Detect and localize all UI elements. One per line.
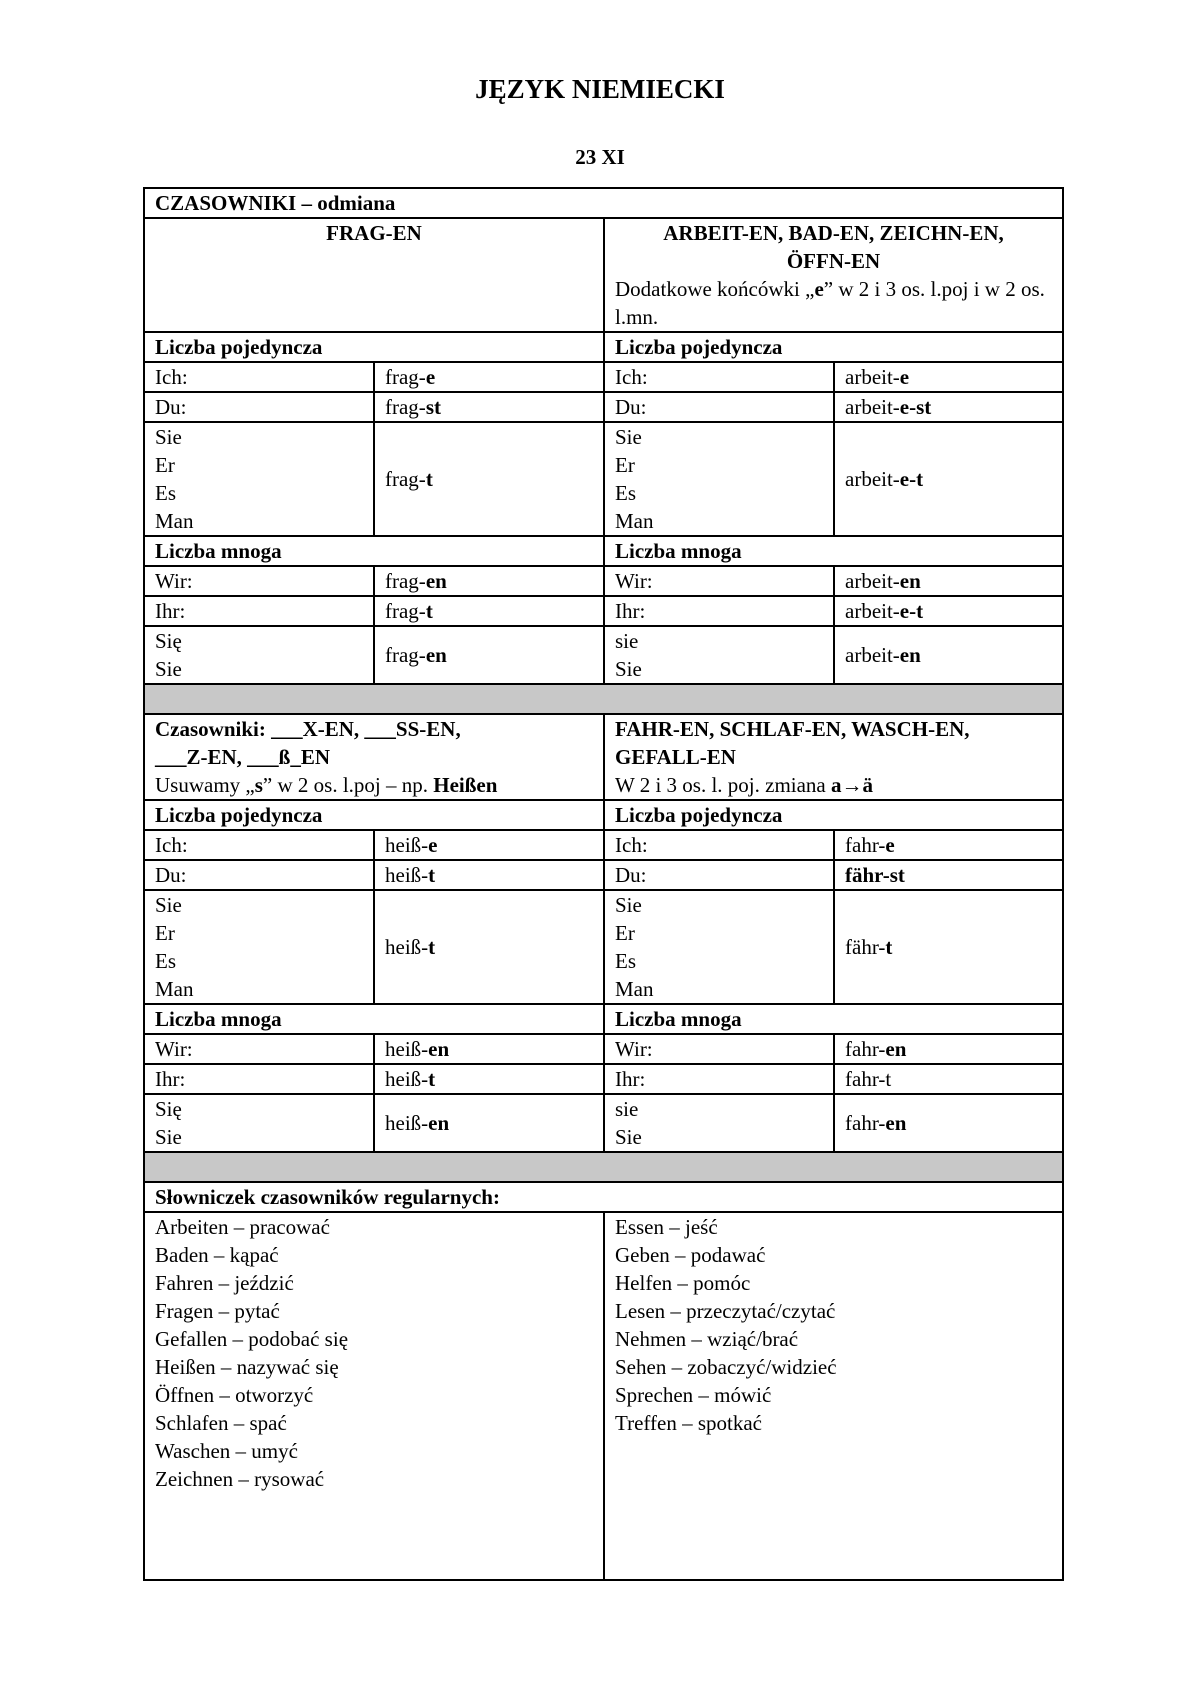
pronoun: Man [155,509,194,533]
pronoun: Es [155,481,176,505]
ending: en [425,643,447,667]
stem: fahr- [845,833,886,857]
note-bold: Heißen [433,773,498,797]
form-cell [374,890,604,1004]
stem: heiß- [385,1037,429,1061]
pronoun-cell: Ich: [144,830,374,860]
form-cell [834,362,1063,392]
stem: frag- [385,395,426,419]
vocab-item: Öffnen – otworzyć [155,1383,314,1407]
plural-label: Liczba mnoga [604,536,1063,566]
pronoun-cell [144,890,374,1004]
ending: e [885,833,895,857]
note-text: W 2 i 3 os. l. poj. zmiana [615,773,831,797]
pronoun: Es [155,949,176,973]
table-row [144,1034,1063,1064]
stem: arbeit- [845,467,900,491]
pronoun-cell: Ihr: [144,1064,374,1094]
separator-row [144,684,1063,714]
pronoun: Man [155,977,194,1001]
plural-label: Liczba mnoga [144,536,604,566]
plural-label: Liczba mnoga [144,1004,604,1034]
vocab-item: Helfen – pomóc [615,1271,751,1295]
pronoun-cell: Du: [144,392,374,422]
singular-label: Liczba pojedyncza [144,800,604,830]
pronoun-cell: Ihr: [604,596,834,626]
vocab-list-left [144,1212,604,1580]
note-bold: a→ä [831,773,873,797]
ending: t [428,935,436,959]
pronoun-cell: Wir: [144,566,374,596]
vocab-item: Gefallen – podobać się [155,1327,349,1351]
pronoun-cell: Du: [144,860,374,890]
stem: heiß- [385,935,429,959]
arbeit-en-title-line1: ARBEIT-EN, BAD-EN, ZEICHN-EN, [663,221,1004,245]
pronoun-cell [604,1094,834,1152]
pronoun-cell [604,422,834,536]
note-text: ” w 2 i 3 os. l.poj i w 2 os. l.mn. [615,277,1045,329]
pronoun-cell: Ihr: [604,1064,834,1094]
pronoun: Er [615,921,635,945]
vocab-item: Arbeiten – pracować [155,1215,330,1239]
pronoun: Sie [155,893,182,917]
table-row [144,566,1063,596]
pronoun: Er [155,453,175,477]
singular-label-row [144,332,1063,362]
form-cell [374,830,604,860]
singular-label: Liczba pojedyncza [604,332,1063,362]
pronoun: Sie [155,657,182,681]
ending: en [428,1037,450,1061]
pronoun: Się [155,629,182,653]
table-row [144,830,1063,860]
vocab-item: Baden – kąpać [155,1243,279,1267]
pronoun: Sie [155,425,182,449]
heissen-note [155,773,497,797]
note-bold: s [254,773,263,797]
ending: t [425,599,433,623]
fahren-title-line1: FAHR-EN, SCHLAF-EN, WASCH-EN, [615,717,970,741]
pronoun-cell [144,626,374,684]
form-cell [834,566,1063,596]
ending: t [428,1067,436,1091]
vocab-item: Waschen – umyć [155,1439,298,1463]
note-bold: e [814,277,824,301]
pronoun: Sie [615,657,642,681]
stem: fähr- [845,935,886,959]
form-cell [834,392,1063,422]
form-cell [834,422,1063,536]
heissen-title-cell [144,714,604,800]
plural-label-row [144,1004,1063,1034]
pronoun: Sie [615,1125,642,1149]
vocab-item: Zeichnen – rysować [155,1467,325,1491]
ending: en [885,1037,907,1061]
fahren-title-cell [604,714,1063,800]
arbeit-en-title-line2: ÖFFN-EN [786,249,881,273]
fahren-title-line2: GEFALL-EN [615,745,736,769]
ending: en [899,569,921,593]
pronoun: sie [615,629,639,653]
stem: heiß- [385,1067,429,1091]
ending: e-st [899,395,932,419]
ending: en [425,569,447,593]
pronoun: Man [615,977,654,1001]
vocab-item: Fragen – pytać [155,1299,280,1323]
section1-title-row [144,218,1063,332]
table-row [144,1094,1063,1152]
pronoun-cell: Ihr: [144,596,374,626]
stem: arbeit- [845,365,900,389]
stem: fahr- [845,1111,886,1135]
stem: arbeit- [845,599,900,623]
form-cell [374,860,604,890]
pronoun: Sie [615,893,642,917]
form-cell [374,422,604,536]
form-cell: fähr-st [834,860,1063,890]
stem: frag- [385,599,426,623]
form-cell [834,596,1063,626]
stem: frag- [385,643,426,667]
pronoun-cell: Ich: [604,362,834,392]
singular-label: Liczba pojedyncza [144,332,604,362]
note-text: Usuwamy „ [155,773,255,797]
pronoun-cell [604,890,834,1004]
form-cell [374,1064,604,1094]
form-cell [834,1034,1063,1064]
ending: e-t [899,599,924,623]
table-row [144,392,1063,422]
form-cell [374,566,604,596]
stem: heiß- [385,833,429,857]
stem: heiß- [385,863,429,887]
form-cell [834,830,1063,860]
singular-label: Liczba pojedyncza [604,800,1063,830]
pronoun: Sie [615,425,642,449]
table-row [144,1064,1063,1094]
pronoun: Sie [155,1125,182,1149]
vocab-item: Nehmen – wziąć/brać [615,1327,799,1351]
stem: frag- [385,569,426,593]
vocab-item: Treffen – spotkać [615,1411,762,1435]
pronoun-cell [604,626,834,684]
pronoun: sie [615,1097,639,1121]
vocab-item: Essen – jeść [615,1215,718,1239]
pronoun-cell [144,422,374,536]
vocab-header: Słowniczek czasowników regularnych: [144,1182,1063,1212]
pronoun-cell: Ich: [144,362,374,392]
pronoun: Się [155,1097,182,1121]
form-cell [834,1094,1063,1152]
ending: e-t [899,467,924,491]
table-row [144,626,1063,684]
pronoun: Er [615,453,635,477]
form-cell [374,392,604,422]
pronoun-cell: Wir: [144,1034,374,1064]
vocab-list-right [604,1212,1063,1580]
pronoun-cell: Wir: [604,1034,834,1064]
table-row [144,860,1063,890]
gray-separator [144,684,1063,714]
page-title: JĘZYK NIEMIECKI [475,74,725,104]
table-row [144,890,1063,1004]
ending: e [428,833,438,857]
note-text: ” w 2 os. l.poj – np. [262,773,434,797]
table-row [144,422,1063,536]
table-row [144,362,1063,392]
stem: fahr- [845,1037,886,1061]
pronoun: Es [615,481,636,505]
vocab-item: Schlafen – spać [155,1411,287,1435]
frag-en-title: FRAG-EN [144,218,604,332]
section1-header: CZASOWNIKI – odmiana [144,188,1063,218]
section1-header-row [144,188,1063,218]
ending: en [885,1111,907,1135]
ending: e [899,365,910,389]
pronoun-cell: Du: [604,392,834,422]
conjugation-table [143,187,1064,1581]
separator-row [144,1152,1063,1182]
arbeit-en-title-cell [604,218,1063,332]
vocab-item: Heißen – nazywać się [155,1355,339,1379]
form-cell [374,626,604,684]
table-row [144,596,1063,626]
pronoun-cell: Ich: [604,830,834,860]
pronoun-cell: Wir: [604,566,834,596]
note-text: Dodatkowe końcówki „ [615,277,815,301]
heissen-title-line1: Czasowniki: ___X-EN, ___SS-EN, [155,717,461,741]
stem: heiß- [385,1111,429,1135]
ending: t [428,863,436,887]
heissen-title-line2: ___Z-EN, ___ß_EN [155,745,331,769]
form-cell [374,596,604,626]
stem: arbeit- [845,395,900,419]
plural-label: Liczba mnoga [604,1004,1063,1034]
pronoun: Man [615,509,654,533]
stem: arbeit- [845,569,900,593]
vocab-header-row [144,1182,1063,1212]
section2-title-row [144,714,1063,800]
pronoun: Es [615,949,636,973]
arbeit-en-note [615,277,1045,329]
form-cell [374,1094,604,1152]
form-cell [834,890,1063,1004]
vocab-item: Sprechen – mówić [615,1383,772,1407]
ending: t [425,467,433,491]
vocab-item: Lesen – przeczytać/czytać [615,1299,836,1323]
vocab-item: Fahren – jeździć [155,1271,294,1295]
ending: en [899,643,921,667]
stem: frag- [385,365,426,389]
form-cell [834,626,1063,684]
stem: frag- [385,467,426,491]
ending: st [425,395,441,419]
ending: en [428,1111,450,1135]
date-heading: 23 XI [575,145,625,169]
vocab-item: Geben – podawać [615,1243,766,1267]
singular-label-row [144,800,1063,830]
form-cell [374,1034,604,1064]
ending: t [885,935,893,959]
vocab-item: Sehen – zobaczyć/widzieć [615,1355,837,1379]
form-cell: fahr-t [834,1064,1063,1094]
plural-label-row [144,536,1063,566]
ending: e [425,365,436,389]
gray-separator [144,1152,1063,1182]
pronoun-cell: Du: [604,860,834,890]
pronoun-cell [144,1094,374,1152]
form-cell [374,362,604,392]
fahren-note [615,773,873,797]
vocab-row [144,1212,1063,1580]
pronoun: Er [155,921,175,945]
stem: arbeit- [845,643,900,667]
